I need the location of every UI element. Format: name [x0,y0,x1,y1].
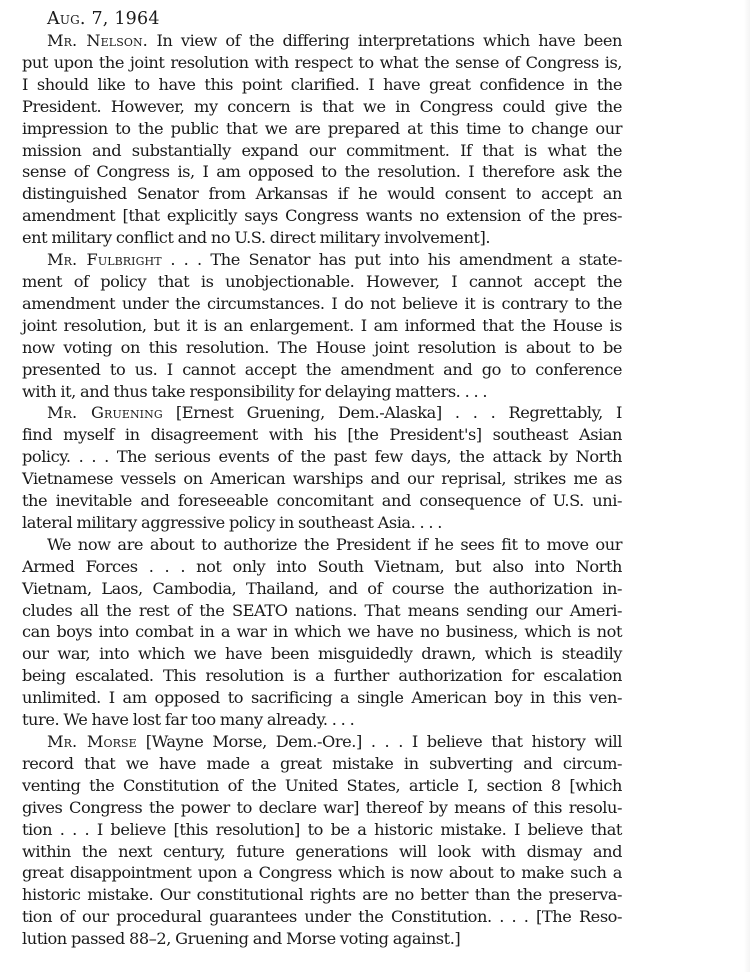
text-line: sense of Congress is, I am opposed to the resolution. I therefore ask the [22,162,622,182]
text-line: ment of policy that is unobjectionable. However, I cannot accept the [22,271,622,291]
text-line: gives Congress the power to declare war] thereof by means of this resolu- [22,797,622,817]
paragraph-morse [22,731,622,950]
speaker-name: Mr. Fulbright [47,250,162,270]
text-line: distinguished Senator from Arkansas if he would consent to accept an [22,184,622,204]
paragraph-nelson [22,30,622,249]
text-line: being escalated. This resolution is a further authorization for escalation [22,666,622,686]
paragraph-fulbright [22,249,622,402]
speaker-name: Mr. Nelson. [47,31,148,50]
text-line: Armed Forces . . . not only into South Vietnam, but also into North [22,556,622,576]
text-line: our war, into which we have been misguidedly drawn, which is steadily [22,644,622,664]
text-line: venting the Constitution of the United States, article I, section 8 [which [22,775,622,795]
text-line: can boys into combat in a war in which we have no business, which is not [22,622,622,642]
text-line: the inevitable and foreseeable concomitant and consequence of U.S. uni- [22,491,622,511]
text-line: Mr. Nelson. In view of the differing interpretations which have been [47,31,622,50]
text-line: now voting on this resolution. The House joint resolution is about to be [22,337,622,357]
text-line: ent military conflict and no U.S. direct military involvement]. [22,228,491,248]
text-line: put upon the joint resolution with respect to what the sense of Congress is, [22,52,622,72]
document-page [22,8,622,950]
text-line: amendment [that explicitly says Congress wants no extension of the pres- [22,206,622,226]
text-line: presented to us. I cannot accept the amendment and go to conference [22,359,622,379]
speaker-name: Mr. Gruening [47,403,163,423]
paragraph-gruening [22,402,622,533]
text-line: joint resolution, but it is an enlargement. I am informed that the House is [22,315,622,335]
text-line: amendment under the circumstances. I do not believe it is contrary to the [22,293,622,313]
text-line: unlimited. I am opposed to sacrificing a single American boy in this ven- [22,688,622,708]
text-line: cludes all the rest of the SEATO nations. That means sending our Ameri- [22,600,622,620]
text-line: mission and substantially expand our commitment. If that is what the [22,140,622,160]
scan-edge [744,0,750,972]
text-line: lateral military aggressive policy in southeast Asia. . . . [22,512,443,532]
text-line: lution passed 88–2, Gruening and Morse voting against.] [22,929,461,949]
text-line: with it, and thus take responsibility for delaying matters. . . . [22,381,488,401]
text-line: ture. We have lost far too many already. . . . [22,710,355,730]
text-line: President. However, my concern is that we in Congress could give the [22,96,622,116]
text-line: impression to the public that we are prepared at this time to change our [22,118,622,138]
text-line: Vietnam, Laos, Cambodia, Thailand, and of course the authorization in- [22,578,622,598]
text-line: find myself in disagreement with his [the President's] southeast Asian [22,425,622,445]
text-line: great disappointment upon a Congress which is now about to make such a [22,863,622,883]
text-line: historic mistake. Our constitutional rights are no better than the preserva- [22,885,622,905]
text-line: policy. . . . The serious events of the past few days, the attack by North [22,447,622,467]
text-line: Vietnamese vessels on American warships and our reprisal, strikes me as [22,469,622,489]
text-line: tion of our procedural guarantees under the Constitution. . . . [The Reso- [22,907,622,927]
text-line: Mr. Fulbright . . . The Senator has put into his amendment a state- [47,250,622,270]
date-heading: Aug. 7, 1964 [47,9,160,29]
text-line: Mr. Morse [Wayne Morse, Dem.-Ore.] . . . I believe that history will [47,732,622,751]
paragraph-gruening-continued [22,534,622,731]
text-line: I should like to have this point clarified. I have great confidence in the [22,74,622,94]
text-line: record that we have made a great mistake in subverting and circum- [22,753,622,773]
speaker-name: Mr. Morse [47,732,137,751]
text-line: tion . . . I believe [this resolution] to be a historic mistake. I believe that [22,819,622,839]
text-line: We now are about to authorize the President if he sees fit to move our [47,534,622,554]
text-line: within the next century, future generations will look with dismay and [22,841,622,861]
text-line: Mr. Gruening [Ernest Gruening, Dem.-Alaska] . . . Regrettably, I [47,403,622,423]
